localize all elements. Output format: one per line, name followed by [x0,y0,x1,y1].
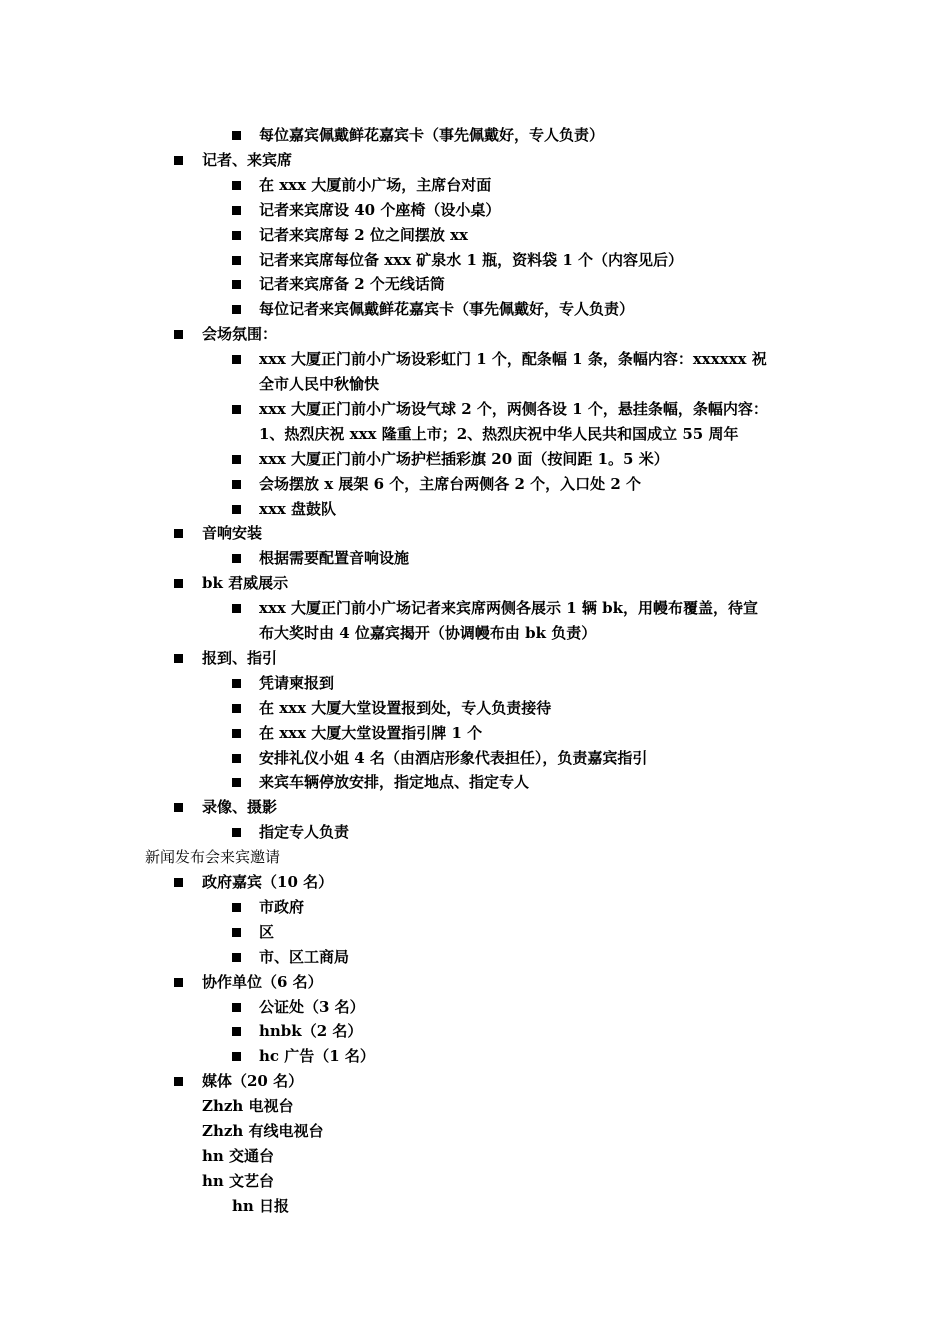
square-bullet-icon [232,1003,241,1012]
square-bullet-icon [174,978,183,987]
list-item-text: 在 xxx 大厦大堂设置报到处，专人负责接待 [259,699,552,717]
square-bullet-icon [232,1052,241,1061]
square-bullet-icon [174,529,183,538]
square-bullet-icon [232,729,241,738]
list-item-text: xxx 盘鼓队 [259,500,337,518]
square-bullet-icon [232,604,241,613]
list-item-text: bk 君威展示 [202,574,289,592]
square-bullet-icon [232,778,241,787]
list-item-text: hn 交通台 [202,1147,275,1165]
list-item-text: 安排礼仪小姐 4 名（由酒店形象代表担任），负责嘉宾指引 [259,749,648,767]
list-item-text: 记者、来宾席 [202,151,293,169]
list-item-text: 记者来宾席每 2 位之间摆放 xx [259,226,468,244]
square-bullet-icon [232,928,241,937]
list-item-text: 在 xxx 大厦大堂设置指引牌 1 个 [259,724,483,742]
list-item-text: hn 日报 [232,1197,290,1215]
list-item-text: 在 xxx 大厦前小广场，主席台对面 [259,176,492,194]
square-bullet-icon [174,156,183,165]
square-bullet-icon [232,206,241,215]
list-item-text: 布大奖时由 4 位嘉宾揭开（协调幔布由 bk 负责） [259,624,597,642]
square-bullet-icon [232,305,241,314]
square-bullet-icon [232,953,241,962]
list-item-text: 会场氛围： [202,325,278,343]
square-bullet-icon [174,878,183,887]
square-bullet-icon [174,803,183,812]
list-item-text: 1、热烈庆祝 xxx 隆重上市；2、热烈庆祝中华人民共和国成立 55 周年 [259,425,739,443]
square-bullet-icon [232,903,241,912]
section-heading: 新闻发布会来宾邀请 [145,848,281,866]
square-bullet-icon [232,405,241,414]
list-item-text: 凭请柬报到 [259,674,335,692]
square-bullet-icon [232,181,241,190]
square-bullet-icon [174,654,183,663]
list-item-text: 每位嘉宾佩戴鲜花嘉宾卡（事先佩戴好，专人负责） [259,126,605,144]
square-bullet-icon [232,231,241,240]
square-bullet-icon [232,480,241,489]
square-bullet-icon [174,330,183,339]
list-item-text: 音响安装 [202,524,263,542]
square-bullet-icon [174,1077,183,1086]
square-bullet-icon [232,256,241,265]
list-item-text: 每位记者来宾佩戴鲜花嘉宾卡（事先佩戴好，专人负责） [259,300,635,318]
list-item-text: 市、区工商局 [259,948,350,966]
square-bullet-icon [232,455,241,464]
list-item-text: xxx 大厦正门前小广场设彩虹门 1 个，配条幅 1 条，条幅内容：xxxxxx 祝 [259,350,767,368]
list-item-text: 来宾车辆停放安排，指定地点、指定专人 [259,773,530,791]
list-item-text: 政府嘉宾（10 名） [202,873,334,891]
list-item-text: 区 [259,923,275,941]
square-bullet-icon [232,679,241,688]
list-item-text: 会场摆放 x 展架 6 个，主席台两侧各 2 个，入口处 2 个 [259,475,642,493]
list-item-text: 市政府 [259,898,305,916]
list-item-text: 协作单位（6 名） [202,973,323,991]
list-item-text: hn 文艺台 [202,1172,275,1190]
list-item-text: Zhzh 电视台 [202,1097,294,1115]
square-bullet-icon [232,754,241,763]
list-item-text: 报到、指引 [202,649,278,667]
list-item-text: hc 广告（1 名） [259,1047,375,1065]
list-item-text: Zhzh 有线电视台 [202,1122,324,1140]
list-item-text: 录像、摄影 [202,798,278,816]
list-item-text: xxx 大厦正门前小广场护栏插彩旗 20 面（按间距 1。5 米） [259,450,669,468]
square-bullet-icon [232,280,241,289]
square-bullet-icon [232,1027,241,1036]
list-item-text: 记者来宾席备 2 个无线话筒 [259,275,445,293]
square-bullet-icon [174,579,183,588]
list-item-text: xxx 大厦正门前小广场设气球 2 个，两侧各设 1 个，悬挂条幅，条幅内容： [259,400,768,418]
list-item-text: 记者来宾席每位备 xxx 矿泉水 1 瓶，资料袋 1 个（内容见后） [259,251,684,269]
list-item-text: 媒体（20 名） [202,1072,304,1090]
square-bullet-icon [232,505,241,514]
square-bullet-icon [232,828,241,837]
list-item-text: xxx 大厦正门前小广场记者来宾席两侧各展示 1 辆 bk，用幔布覆盖，待宣 [259,599,759,617]
square-bullet-icon [232,131,241,140]
square-bullet-icon [232,355,241,364]
list-item-text: 公证处（3 名） [259,998,365,1016]
square-bullet-icon [232,704,241,713]
square-bullet-icon [232,554,241,563]
list-item-text: 根据需要配置音响设施 [259,549,410,567]
list-item-text: 记者来宾席设 40 个座椅（设小桌） [259,201,501,219]
list-item-text: 全市人民中秋愉快 [259,375,380,393]
list-item-text: hnbk（2 名） [259,1022,363,1040]
list-item-text: 指定专人负责 [259,823,350,841]
